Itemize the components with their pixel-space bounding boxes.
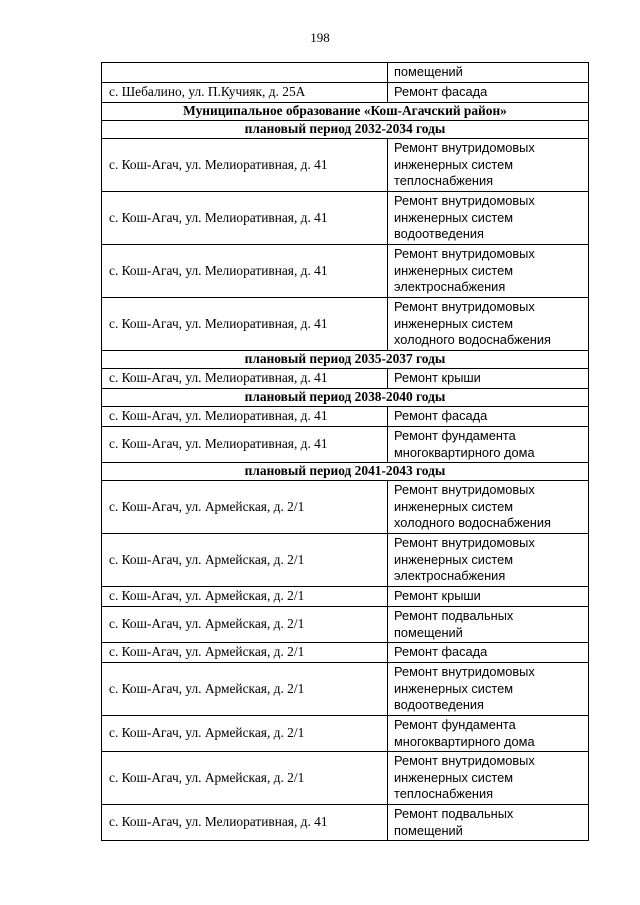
section-header: плановый период 2041-2043 годы	[102, 463, 589, 481]
work-type-line: Ремонт фундамента	[394, 427, 516, 443]
address-cell: с. Кош-Агач, ул. Мелиоративная, д. 41	[102, 407, 388, 427]
work-type-line: Ремонт фундамента	[394, 716, 516, 732]
address-cell: с. Кош-Агач, ул. Армейская, д. 2/1	[102, 587, 388, 607]
section-header-row	[102, 463, 589, 481]
work-type-cell	[388, 752, 589, 805]
work-type-cell	[388, 607, 589, 643]
work-type-line: помещений	[394, 64, 463, 80]
page-number: 198	[310, 30, 330, 45]
address-cell: с. Шебалино, ул. П.Кучияк, д. 25А	[102, 83, 388, 103]
table-row	[102, 587, 589, 607]
repair-schedule-table	[101, 62, 589, 841]
work-type-cell	[388, 481, 589, 534]
work-type-cell	[388, 139, 589, 192]
work-type-line: теплоснабжения	[394, 786, 494, 802]
address-cell: с. Кош-Агач, ул. Армейская, д. 2/1	[102, 716, 388, 752]
work-type-line: электроснабжения	[394, 279, 506, 295]
address-cell: с. Кош-Агач, ул. Армейская, д. 2/1	[102, 752, 388, 805]
work-type-cell	[388, 369, 589, 389]
section-header: Муниципальное образование «Кош-Агачский район»	[102, 103, 589, 121]
work-type-line: помещений	[394, 822, 463, 838]
work-type-cell	[388, 587, 589, 607]
table-row	[102, 369, 589, 389]
work-type-line: инженерных систем	[394, 156, 513, 172]
table-row	[102, 83, 589, 103]
work-type-cell	[388, 192, 589, 245]
work-type-line: Ремонт фасада	[394, 408, 488, 424]
address-cell: с. Кош-Агач, ул. Армейская, д. 2/1	[102, 534, 388, 587]
address-cell: с. Кош-Агач, ул. Мелиоративная, д. 41	[102, 139, 388, 192]
table-row	[102, 534, 589, 587]
address-cell: с. Кош-Агач, ул. Армейская, д. 2/1	[102, 607, 388, 643]
section-header-row	[102, 121, 589, 139]
address-cell: с. Кош-Агач, ул. Мелиоративная, д. 41	[102, 298, 388, 351]
work-type-line: инженерных систем	[394, 262, 513, 278]
work-type-line: инженерных систем	[394, 551, 513, 567]
work-type-line: Ремонт внутридомовых	[394, 140, 535, 156]
work-type-line: инженерных систем	[394, 315, 513, 331]
address-cell: с. Кош-Агач, ул. Мелиоративная, д. 41	[102, 192, 388, 245]
work-type-line: Ремонт внутридомовых	[394, 299, 535, 315]
table-row	[102, 139, 589, 192]
table-row	[102, 607, 589, 643]
work-type-line: Ремонт фасада	[394, 644, 488, 660]
work-type-line: Ремонт крыши	[394, 370, 481, 386]
work-type-line: водоотведения	[394, 226, 484, 242]
work-type-line: многоквартирного дома	[394, 733, 535, 749]
table-row	[102, 245, 589, 298]
work-type-line: Ремонт фасада	[394, 84, 488, 100]
section-header: плановый период 2032-2034 годы	[102, 121, 589, 139]
table-row	[102, 752, 589, 805]
table-row	[102, 298, 589, 351]
address-cell	[102, 63, 388, 83]
address-cell: с. Кош-Агач, ул. Мелиоративная, д. 41	[102, 805, 388, 841]
table-row	[102, 63, 589, 83]
work-type-line: инженерных систем	[394, 209, 513, 225]
work-type-cell	[388, 407, 589, 427]
work-type-line: инженерных систем	[394, 498, 513, 514]
work-type-line: Ремонт внутридомовых	[394, 482, 535, 498]
work-type-line: Ремонт внутридомовых	[394, 193, 535, 209]
table-row	[102, 663, 589, 716]
work-type-line: Ремонт внутридомовых	[394, 664, 535, 680]
work-type-cell	[388, 83, 589, 103]
work-type-line: Ремонт подвальных	[394, 805, 514, 821]
work-type-line: холодного водоснабжения	[394, 332, 551, 348]
address-cell: с. Кош-Агач, ул. Мелиоративная, д. 41	[102, 427, 388, 463]
table-row	[102, 427, 589, 463]
work-type-cell	[388, 716, 589, 752]
work-type-line: Ремонт внутридомовых	[394, 753, 535, 769]
section-header-row	[102, 351, 589, 369]
work-type-line: инженерных систем	[394, 769, 513, 785]
work-type-line: холодного водоснабжения	[394, 515, 551, 531]
address-cell: с. Кош-Агач, ул. Армейская, д. 2/1	[102, 481, 388, 534]
work-type-line: водоотведения	[394, 697, 484, 713]
address-cell: с. Кош-Агач, ул. Мелиоративная, д. 41	[102, 245, 388, 298]
section-header-row	[102, 389, 589, 407]
work-type-cell	[388, 245, 589, 298]
work-type-cell	[388, 63, 589, 83]
work-type-line: Ремонт крыши	[394, 588, 481, 604]
work-type-line: теплоснабжения	[394, 173, 494, 189]
work-type-line: Ремонт внутридомовых	[394, 246, 535, 262]
section-header: плановый период 2038-2040 годы	[102, 389, 589, 407]
work-type-line: помещений	[394, 624, 463, 640]
table-row	[102, 716, 589, 752]
work-type-cell	[388, 805, 589, 841]
section-header: плановый период 2035-2037 годы	[102, 351, 589, 369]
table-row	[102, 481, 589, 534]
work-type-line: инженерных систем	[394, 680, 513, 696]
work-type-line: многоквартирного дома	[394, 444, 535, 460]
work-type-cell	[388, 643, 589, 663]
table-row	[102, 192, 589, 245]
table-body	[102, 63, 589, 841]
address-cell: с. Кош-Агач, ул. Армейская, д. 2/1	[102, 663, 388, 716]
table-row	[102, 805, 589, 841]
work-type-cell	[388, 663, 589, 716]
work-type-cell	[388, 298, 589, 351]
address-cell: с. Кош-Агач, ул. Мелиоративная, д. 41	[102, 369, 388, 389]
section-header-row	[102, 103, 589, 121]
table-row	[102, 643, 589, 663]
work-type-cell	[388, 534, 589, 587]
address-cell: с. Кош-Агач, ул. Армейская, д. 2/1	[102, 643, 388, 663]
work-type-line: Ремонт подвальных	[394, 607, 514, 623]
work-type-line: Ремонт внутридомовых	[394, 535, 535, 551]
work-type-line: электроснабжения	[394, 568, 506, 584]
table-row	[102, 407, 589, 427]
work-type-cell	[388, 427, 589, 463]
